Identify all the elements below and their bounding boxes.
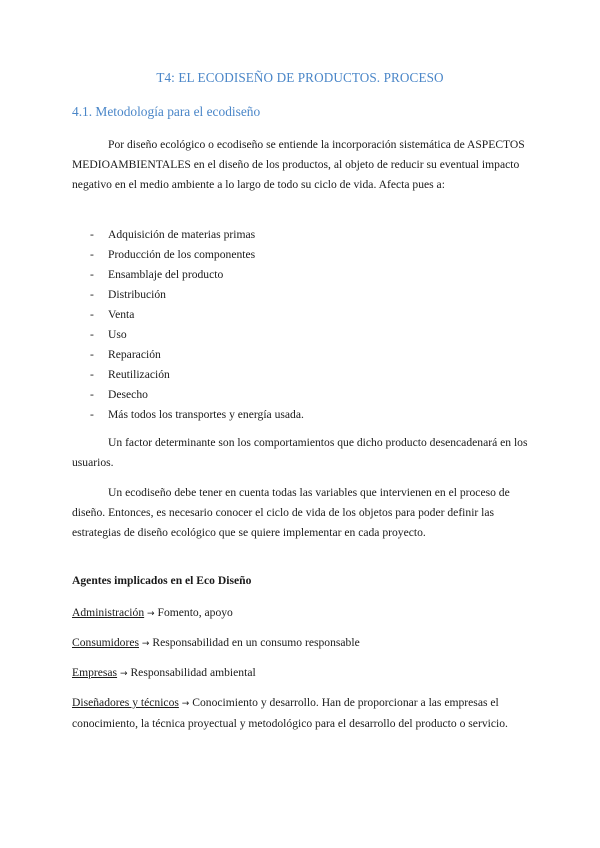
section-heading: 4.1. Metodología para el ecodiseño — [72, 104, 261, 119]
agent-entry — [72, 663, 528, 684]
agent-description: Fomento, apoyo — [157, 606, 233, 619]
agent-role: Empresas — [72, 666, 118, 679]
dash-marker: - — [90, 388, 94, 401]
agent-entry — [72, 693, 528, 734]
dash-marker: - — [90, 268, 94, 281]
dash-marker: - — [90, 348, 94, 361]
list-item: - Distribución — [72, 285, 304, 305]
arrow-icon: → — [181, 699, 190, 709]
list-item: - Más todos los transportes y energía usada. — [72, 405, 304, 425]
intro-paragraph: Por diseño ecológico o ecodiseño se entiende la incorporación sistemática de ASPECTOS MEDIOAMBIENTALES en el diseño de los productos, al objeto de reducir su eventual impacto negativo en el medio ambiente a lo largo de todo su ciclo de vida. Afecta pues a: — [72, 138, 525, 192]
agents-heading: Agentes implicados en el Eco Diseño — [72, 574, 252, 587]
paragraph-behaviour: Un factor determinante son los comportamientos que dicho producto desencadenará en los usuarios. — [72, 436, 528, 470]
list-item: - Adquisición de materias primas — [72, 225, 304, 245]
agent-role: Consumidores — [72, 636, 139, 649]
agent-description: Conocimiento y desarrollo. Han de proporcionar a las empresas el conocimiento, la técnica proyectual y metodológico para el desarrollo del producto o servicio. — [72, 696, 508, 731]
list-item: - Venta — [72, 305, 304, 325]
dash-marker: - — [90, 248, 94, 261]
list-item: - Producción de los componentes — [72, 245, 304, 265]
lifecycle-list — [72, 225, 304, 425]
agent-entry — [72, 603, 528, 624]
list-item: - Reparación — [72, 345, 304, 365]
agent-description: Responsabilidad en un consumo responsable — [152, 636, 360, 649]
paragraph-lifecycle: Un ecodiseño debe tener en cuenta todas las variables que intervienen en el proceso de diseño. Entonces, es necesario conocer el ciclo de vida de los objetos para poder definir las estrategias de diseño ecológico que se quiere implementar en cada proyecto. — [72, 486, 510, 540]
dash-marker: - — [90, 328, 94, 341]
dash-marker: - — [90, 228, 94, 241]
arrow-icon: → — [119, 669, 128, 679]
arrow-icon: → — [141, 639, 150, 649]
dash-marker: - — [90, 368, 94, 381]
list-item: - Ensamblaje del producto — [72, 265, 304, 285]
dash-marker: - — [90, 288, 94, 301]
dash-marker: - — [90, 408, 94, 421]
list-item: - Desecho — [72, 385, 304, 405]
list-item: - Reutilización — [72, 365, 304, 385]
dash-marker: - — [90, 308, 94, 321]
agent-role: Diseñadores y técnicos — [72, 696, 179, 709]
page-title: T4: EL ECODISEÑO DE PRODUCTOS. PROCESO — [156, 70, 444, 85]
agent-role: Administración — [72, 606, 145, 619]
agent-entry — [72, 633, 528, 654]
agent-description: Responsabilidad ambiental — [130, 666, 256, 679]
arrow-icon: → — [147, 609, 155, 619]
list-item: - Uso — [72, 325, 304, 345]
